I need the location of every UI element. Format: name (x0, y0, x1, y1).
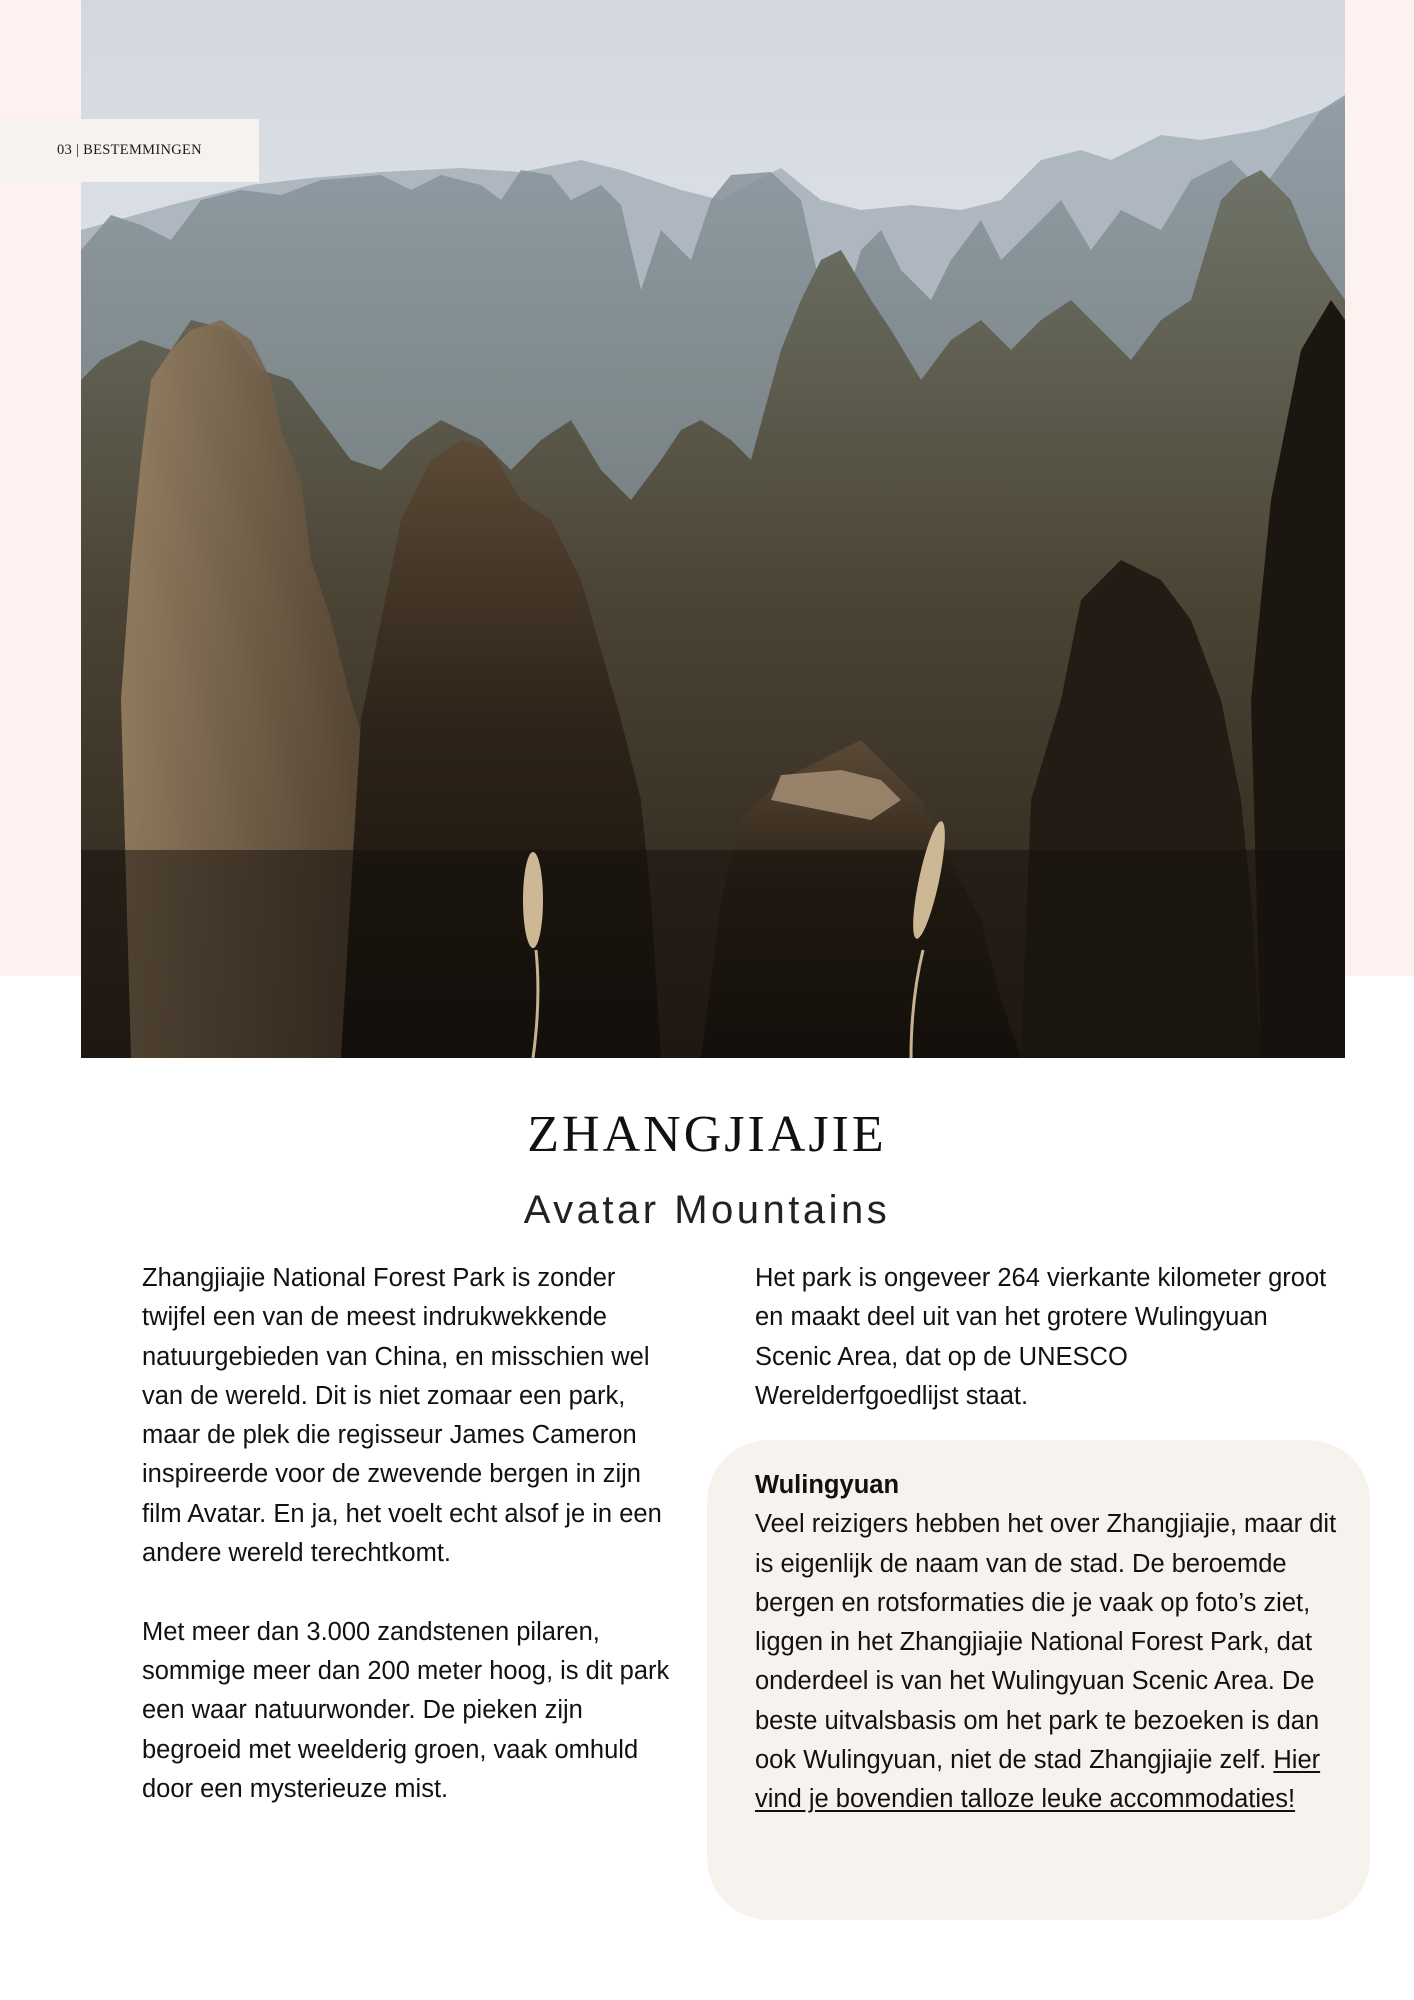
wulingyuan-info-box (707, 1440, 1370, 1920)
accommodations-link[interactable]: Hier vind je bovendien talloze leuke accommodaties! (755, 1746, 1321, 1814)
park-size-paragraph: Het park is ongeveer 264 vierkante kilometer groot en maakt deel uit van het grotere Wulingyuan Scenic Area, dat op de UNESCO Werelderfgoedlijst staat. (755, 1264, 1327, 1410)
right-text-column (755, 1259, 1335, 1416)
info-box-title: Wulingyuan (755, 1471, 900, 1499)
pillars-paragraph: Met meer dan 3.000 zandstenen pilaren, sommige meer dan 200 meter hoog, is dit park een waar natuurwonder. De pieken zijn begroeid met weelderig groen, vaak omhuld door een mysterieuze mist. (142, 1617, 670, 1803)
hero-photo (81, 0, 1345, 1058)
info-box-body: Veel reizigers hebben het over Zhangjiajie, maar dit is eigenlijk de naam van de stad. De beroemde bergen en rotsformaties die je vaak op foto’s ziet, liggen in het Zhangjiajie National Forest Park, dat onderdeel is van het Wulingyuan Scenic Area. De beste uitvalsbasis om het park te bezoeken is dan ook Wulingyuan, niet de stad Zhangjiajie zelf. (755, 1510, 1337, 1775)
page-subtitle: Avatar Mountains (523, 1188, 891, 1232)
intro-paragraph: Zhangjiajie National Forest Park is zonder twijfel een van de meest indrukwekkende natuurgebieden van China, en misschien wel van de wereld. Dit is niet zomaar een park, maar de plek die regisseur James Cameron inspireerde voor de zwevende bergen in zijn film Avatar. En ja, het voelt echt alsof je in een andere wereld terechtkomt. (142, 1264, 662, 1568)
left-text-column (142, 1259, 682, 1809)
section-label: 03 | BESTEMMINGEN (0, 119, 259, 182)
mountain-landscape-image (81, 0, 1345, 1058)
page-title: ZHANGJIAJIE (527, 1106, 887, 1163)
